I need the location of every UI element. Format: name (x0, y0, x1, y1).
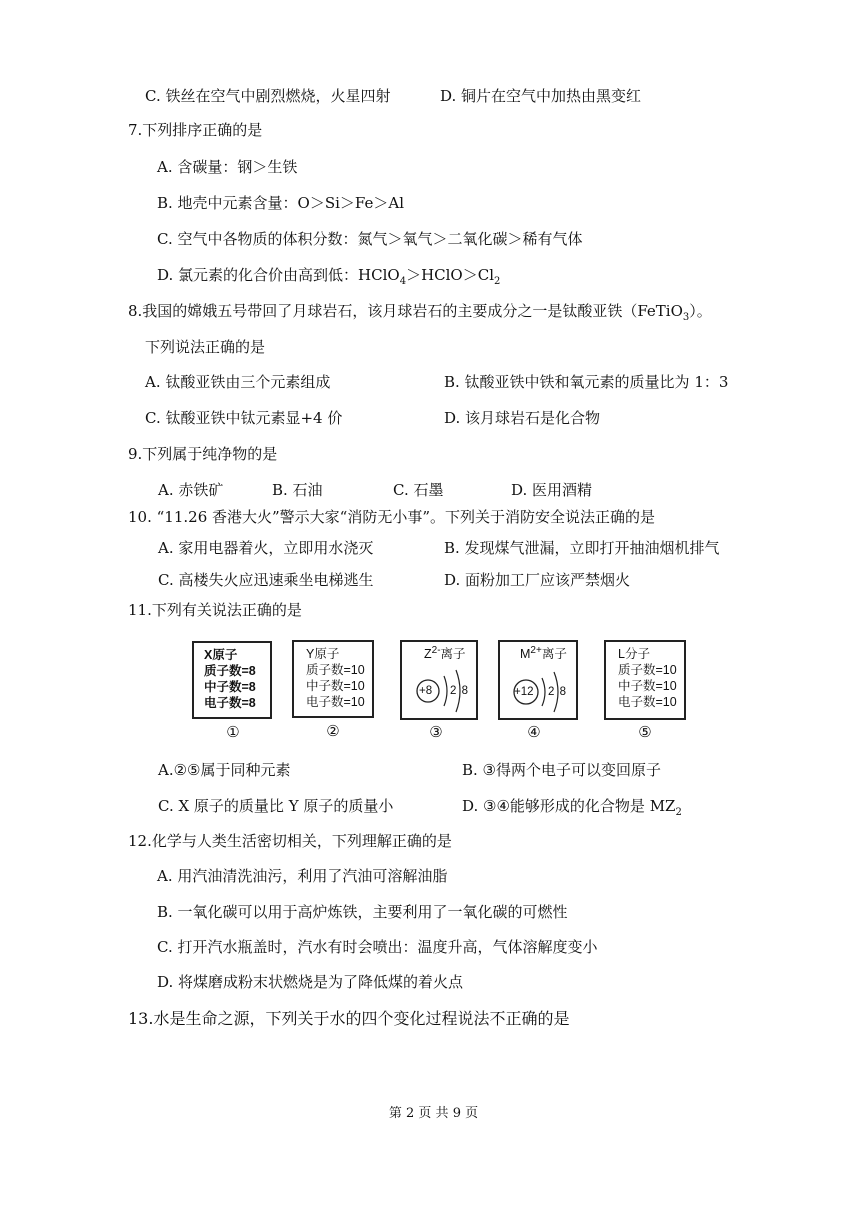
q8-option-a: A. 钛酸亚铁由三个元素组成 (145, 373, 331, 391)
q11-option-d: D. ③④能够形成的化合物是 $MZ_2$ (462, 797, 682, 818)
z-ion-box (400, 640, 478, 720)
z-ion-structure-diagram (402, 642, 476, 718)
x-atom-box (192, 641, 272, 719)
q10-option-c: C. 高楼失火应迅速乘坐电梯逃生 (158, 571, 374, 589)
q11-option-b: B. ③得两个电子可以变回原子 (462, 761, 662, 779)
q13-stem: 13.水是生命之源，下列关于水的四个变化过程说法不正确的是 (128, 1009, 570, 1028)
q7-option-c: C. 空气中各物质的体积分数：氮气＞氧气＞二氧化碳＞稀有气体 (157, 230, 583, 248)
q12-option-d: D. 将煤磨成粉末状燃烧是为了降低煤的着火点 (157, 973, 464, 991)
m-ion-nucleus: +12 (514, 686, 534, 698)
q7-option-d: D. 氯元素的化合价由高到低：$HClO_4>HClO>Cl_2$ (157, 266, 501, 287)
q10-option-d: D. 面粉加工厂应该严禁烟火 (444, 571, 631, 589)
x-atom-neutrons: 中子数=8 (204, 680, 256, 694)
l-molecule-neutrons: 中子数=10 (618, 679, 677, 693)
label-3: ③ (429, 723, 443, 741)
q10-option-b: B. 发现煤气泄漏，立即打开抽油烟机排气 (444, 539, 720, 557)
y-atom-title: Y原子 (306, 647, 340, 661)
l-molecule-box (604, 640, 686, 720)
label-2: ② (326, 722, 340, 740)
q12-stem: 12.化学与人类生活密切相关，下列理解正确的是 (128, 832, 452, 850)
m-ion-shells: 2 8 (548, 686, 567, 698)
q12-option-c: C. 打开汽水瓶盖时，汽水有时会喷出：温度升高，气体溶解度变小 (157, 938, 598, 956)
q8-option-c: C. 钛酸亚铁中钛元素显+4 价 (145, 409, 343, 427)
q9-option-d: D. 医用酒精 (511, 481, 593, 499)
y-atom-neutrons: 中子数=10 (306, 679, 365, 693)
q8-option-d: D. 该月球岩石是化合物 (444, 409, 601, 427)
q10-stem: 10. “11.26 香港大火”警示大家“消防无小事”。下列关于消防安全说法正确的是 (128, 508, 656, 526)
q9-option-a: A. 赤铁矿 (158, 481, 224, 499)
l-molecule-title: L分子 (618, 647, 650, 661)
l-molecule-protons: 质子数=10 (618, 663, 677, 677)
m-ion-box (498, 640, 578, 720)
q7-option-b: B. 地壳中元素含量：O＞Si＞Fe＞Al (157, 194, 405, 212)
q11-option-a: A.②⑤属于同种元素 (158, 761, 291, 779)
label-5: ⑤ (638, 723, 652, 741)
y-atom-electrons: 电子数=10 (306, 695, 365, 709)
label-4: ④ (527, 723, 541, 741)
x-atom-protons: 质子数=8 (204, 664, 256, 678)
label-1: ① (226, 723, 240, 741)
q11-stem: 11.下列有关说法正确的是 (128, 601, 302, 619)
q9-stem: 9.下列属于纯净物的是 (128, 445, 278, 463)
q9-option-b: B. 石油 (272, 481, 323, 499)
l-molecule-electrons: 电子数=10 (618, 695, 677, 709)
z-ion-shells: 2 8 (450, 685, 469, 697)
z-ion-nucleus: +8 (419, 685, 433, 697)
q11-option-c: C. X 原子的质量比 Y 原子的质量小 (158, 797, 394, 815)
q7-option-a: A. 含碳量：钢＞生铁 (157, 158, 298, 176)
q12-option-b: B. 一氧化碳可以用于高炉炼铁，主要利用了一氧化碳的可燃性 (157, 903, 568, 921)
q6-option-c: C. 铁丝在空气中剧烈燃烧，火星四射 (145, 87, 391, 105)
q10-option-a: A. 家用电器着火，立即用水浇灭 (158, 539, 374, 557)
y-atom-protons: 质子数=10 (306, 663, 365, 677)
y-atom-box (292, 640, 374, 718)
q6-option-d: D. 铜片在空气中加热由黑变红 (440, 87, 642, 105)
q12-option-a: A. 用汽油清洗油污，利用了汽油可溶解油脂 (157, 867, 448, 885)
page-footer: 第 2 页 共 9 页 (388, 1106, 479, 1121)
q7-stem: 7.下列排序正确的是 (128, 121, 263, 139)
x-atom-electrons: 电子数=8 (204, 696, 256, 710)
m-ion-structure-diagram (500, 642, 576, 718)
q8-option-b: B. 钛酸亚铁中铁和氧元素的质量比为 1：3 (444, 373, 729, 391)
q8-stem-line2: 下列说法正确的是 (145, 338, 266, 356)
q8-stem-line1: 8.我国的嫦娥五号带回了月球岩石，该月球岩石的主要成分之一是钛酸亚铁（FeTiO$_3$）。 (128, 302, 712, 323)
m-ion-title: $M^{2+}$离子 (520, 644, 567, 661)
q9-option-c: C. 石墨 (393, 481, 444, 499)
x-atom-title: X原子 (204, 648, 238, 662)
z-ion-title: $Z^{2-}$离子 (424, 644, 466, 661)
